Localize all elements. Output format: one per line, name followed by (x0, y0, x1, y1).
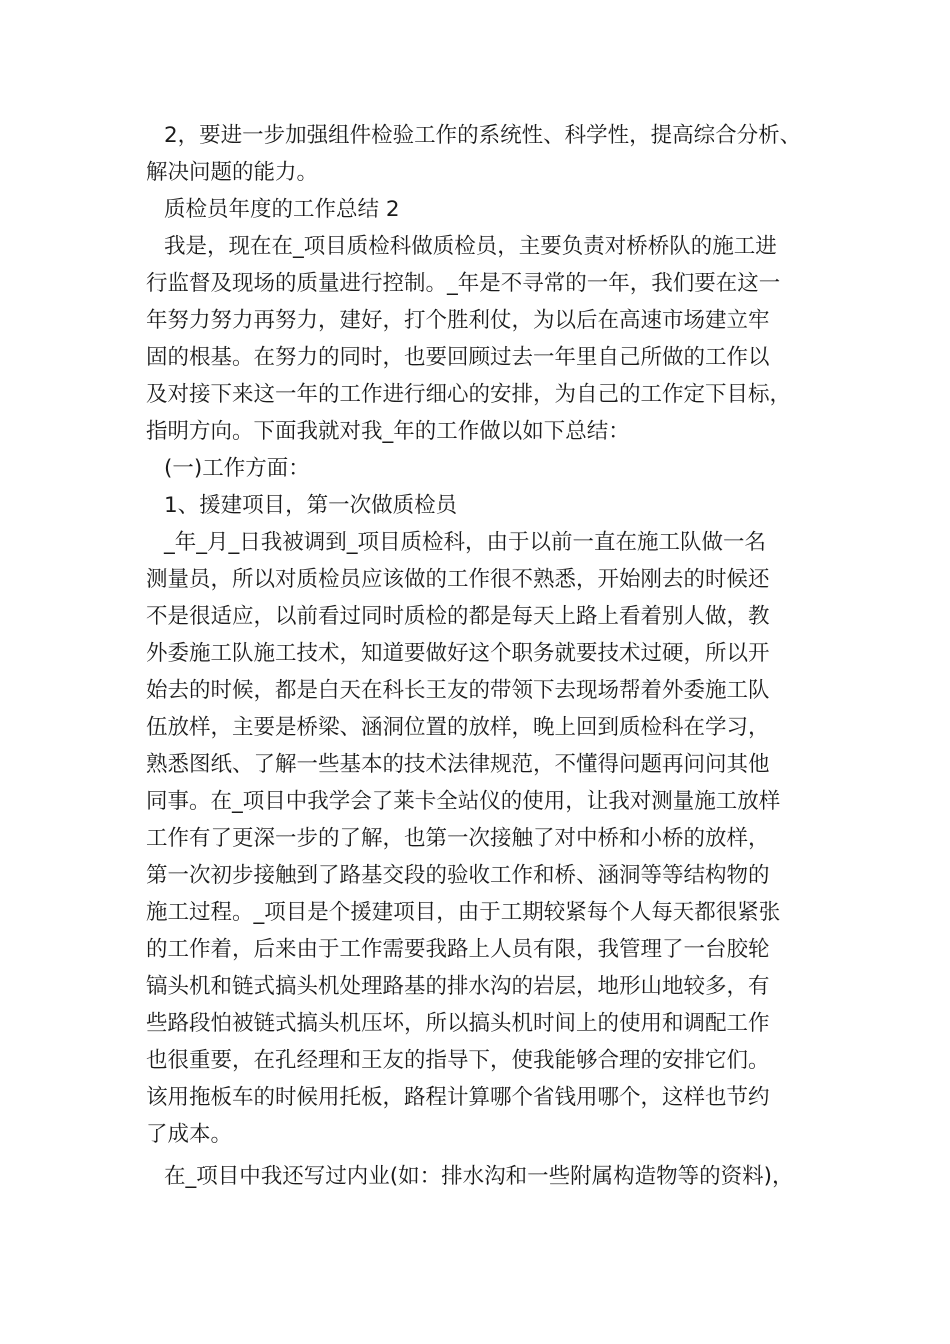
text-line: 些路段怕被链式搞头机压坏，所以搞头机时间上的使用和调配工作 (146, 1011, 770, 1036)
text-line: 工作有了更深一步的了解，也第一次接触了对中桥和小桥的放样， (146, 826, 770, 851)
text-line: 不是很适应，以前看过同时质检的都是每天上路上看着别人做，教 (146, 604, 770, 629)
text-line: 行监督及现场的质量进行控制。_年是不寻常的一年，我们要在这一 (146, 271, 781, 296)
text-line: 始去的时候，都是白天在科长王友的带领下去现场帮着外委施工队 (146, 678, 770, 703)
text-line: 年努力努力再努力，建好，打个胜利仗，为以后在高速市场建立牢 (146, 308, 770, 333)
text-line: 的工作着，后来由于工作需要我路上人员有限，我管理了一台胶轮 (146, 937, 770, 962)
text-line: 施工过程。_项目是个援建项目，由于工期较紧每个人每天都很紧张 (146, 900, 781, 925)
section-heading: 质检员年度的工作总结 2 (164, 197, 400, 222)
text-line: 镐头机和链式搞头机处理路基的排水沟的岩层，地形山地较多，有 (146, 974, 770, 999)
text-line: 同事。在_项目中我学会了莱卡全站仪的使用，让我对测量施工放样 (146, 789, 781, 814)
text-line: 了成本。 (146, 1122, 233, 1147)
subsection-heading: 1、援建项目，第一次做质检员 (164, 493, 458, 518)
text-line: 解决问题的能力。 (146, 160, 319, 185)
text-line: 在_项目中我还写过内业(如：排水沟和一些附属构造物等的资料)， (164, 1164, 794, 1189)
text-line: 伍放样，主要是桥梁、涵洞位置的放样，晚上回到质检科在学习， (146, 715, 770, 740)
text-line: 也很重要，在孔经理和王友的指导下，使我能够合理的安排它们。 (146, 1048, 770, 1073)
text-line: 我是，现在在_项目质检科做质检员，主要负责对桥桥队的施工进 (164, 234, 777, 259)
subsection-heading: (一)工作方面： (164, 456, 310, 481)
text-line: 及对接下来这一年的工作进行细心的安排，为自己的工作定下目标， (146, 382, 792, 407)
text-line: 第一次初步接触到了路基交段的验收工作和桥、涵洞等等结构物的 (146, 863, 770, 888)
text-line: 测量员，所以对质检员应该做的工作很不熟悉，开始刚去的时候还 (146, 567, 770, 592)
text-line: 外委施工队施工技术，知道要做好这个职务就要技术过硬，所以开 (146, 641, 770, 666)
text-line: 熟悉图纸、了解一些基本的技术法律规范，不懂得问题再问问其他 (146, 752, 770, 777)
text-line: 固的根基。在努力的同时，也要回顾过去一年里自己所做的工作以 (146, 345, 770, 370)
text-line: 该用拖板车的时候用托板，路程计算哪个省钱用哪个，这样也节约 (146, 1085, 770, 1110)
text-line: 指明方向。下面我就对我_年的工作做以如下总结： (146, 419, 630, 444)
text-line: 2，要进一步加强组件检验工作的系统性、科学性，提高综合分析、 (164, 123, 802, 148)
text-line: _年_月_日我被调到_项目质检科，由于以前一直在施工队做一名 (164, 530, 767, 555)
